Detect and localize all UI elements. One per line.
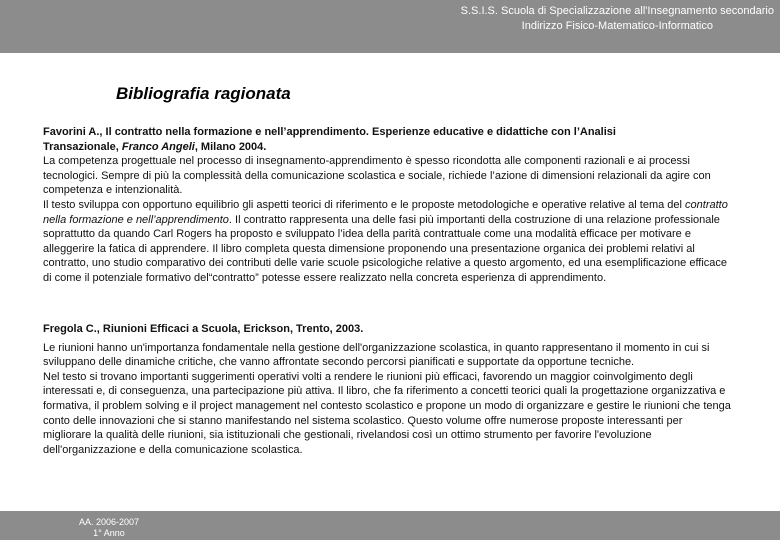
bibliography-entry — [43, 322, 733, 457]
school-name: S.S.I.S. Scuola di Specializzazione all'Insegnamento secondario — [460, 5, 774, 17]
footer-bar — [0, 511, 780, 540]
bibliography-entry — [43, 125, 733, 286]
footer-text — [62, 517, 156, 539]
reference-line-2-start: Transazionale, — [43, 140, 122, 153]
description-paragraph: Nel testo si trovano importanti suggerimenti operativi volti a rendere le riunioni più efficaci, favorendo un maggior coinvolgimento degli interessati e, di conseguenza, una partecipazione più attiva. Il libro, che fa riferimento a concetti teorici quali la progettazione organizzativa e formativa, il problem solving e il project management nel contesto scolastico e propone un modo di organizzare e gestire le riunioni che tenga conto delle innovazioni che si stanno manifestando nel sistema scolastico. Questo volume offre numerose proposte interessanti per migliorare la qualità delle riunioni, sia istituzionali che gestionali, rivelandosi così un ottimo strumento per favorire l'evoluzione dell'organizzazione e della comunicazione scolastica. — [43, 370, 731, 456]
track-name: Indirizzo Fisico-Matematico-Informatico — [521, 20, 713, 32]
header-text — [461, 4, 774, 34]
reference-line-1: Favorini A., Il contratto nella formazione e nell’apprendimento. Esperienze educative e didattiche con l’Analisi — [43, 126, 616, 138]
page-title: Bibliografia ragionata — [116, 84, 291, 103]
description-paragraph: Le riunioni hanno un'importanza fondamentale nella gestione dell'organizzazione scolastica, in quanto rappresentano il momento in cui si sviluppano delle dinamiche critiche, che vanno affrontate secondo percorsi pianificati e supportate da opportune tecniche. — [43, 341, 710, 369]
reference-line-2-end: , Milano 2004. — [194, 140, 267, 153]
academic-year: AA. 2006-2007 — [78, 517, 140, 527]
reference — [43, 125, 733, 154]
year-level: 1° Anno — [93, 528, 125, 538]
description-paragraph: La competenza progettuale nel processo di insegnamento-apprendimento è spesso ricondotta alle componenti razionali e ai processi tecnologici. Sempre di più la complessità della comunicazione scolastica e sociale, richiede l’azione di dimensioni relazionali da agire con competenza e intenzionalità. — [43, 155, 711, 197]
publisher: Franco Angeli — [121, 140, 195, 153]
paragraph-text-start: Il testo sviluppa con opportuno equilibrio gli aspetti teorici di riferimento e le proposte metodologiche e operative relative al tema del — [43, 198, 686, 211]
description-paragraph — [43, 198, 733, 286]
book-title-italic: contratto nella formazione e nell’apprendimento — [43, 198, 728, 226]
header-bar — [0, 0, 780, 53]
paragraph-text-end: . Il contratto rappresenta una delle fasi più importanti della costruzione di una relazione professionale soprattutto da quando Carl Rogers ha proposto e sviluppato l’idea della parità contrattuale come una modalità efficace per motivare e alleggerire la fatica di apprendere. Il libro completa questa dimensione proponendo una presentazione organica dei problemi relativi al contratto, uno studio comparativo dei contributi delle varie scuole psicologiche relative a questo argomento, ed una esemplificazione efficace di come il potenziale formativo del“contratto” potesse essere realizzato nella concreta esperienza di apprendimento. — [43, 213, 728, 284]
reference: Fregola C., Riunioni Efficaci a Scuola, Erickson, Trento, 2003. — [43, 323, 364, 335]
